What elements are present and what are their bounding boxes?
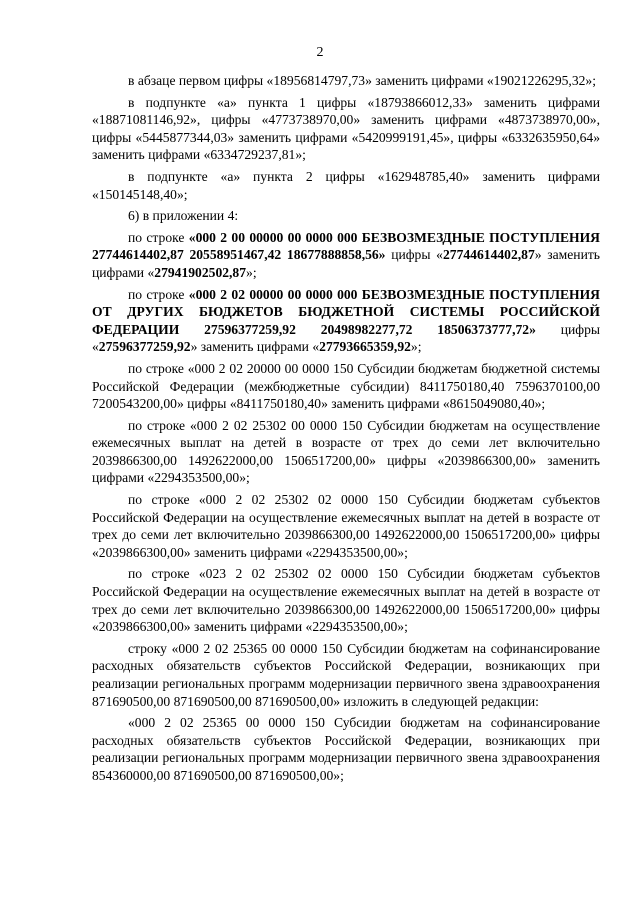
paragraph: [92, 417, 600, 487]
paragraph: [92, 72, 600, 90]
paragraph-text: »;: [410, 339, 422, 355]
paragraph: [92, 491, 600, 561]
paragraph: [92, 207, 600, 225]
paragraph-text: «000 2 02 25365 00 0000 150 Субсидии бюджетам на софинансирование расходных обязательств субъектов Российской Федерации, возникающих при реализации региональных программ модернизации первичного звена здравоохранения 854360000,00 871690500,00 871690500,00»;: [92, 715, 600, 783]
bold-text: 27793665359,92: [319, 339, 411, 355]
paragraph: [92, 168, 600, 203]
paragraph-text: в подпункте «а» пункта 2 цифры «162948785,40» заменить цифрами «150145148,40»;: [92, 168, 600, 202]
paragraph-text: по строке: [128, 229, 189, 245]
paragraph: [92, 94, 600, 164]
paragraph: [92, 714, 600, 784]
paragraph: [92, 286, 600, 356]
paragraph: [92, 640, 600, 710]
paragraph-text: в подпункте «а» пункта 1 цифры «18793866012,33» заменить цифрами «18871081146,92», цифры «4773738970,00» заменить цифрами «4873738970,00», цифры «5445877344,03» заменить цифрами «5420999191,45», цифры «6332635950,64» заменить цифрами «6334729237,81»;: [92, 94, 600, 163]
paragraph-text: по строке «000 2 02 20000 00 0000 150 Субсидии бюджетам бюджетной системы Российской Федерации (межбюджетные субсидии) 8411750180,40 7596370100,00 7200543200,00» цифры «8411750180,40» заменить цифрами «8615049080,40»;: [92, 360, 600, 412]
document-body: [92, 72, 600, 789]
paragraph-text: по строке «000 2 02 25302 00 0000 150 Субсидии бюджетам на осуществление ежемесячных выплат на детей в возрасте от трех до семи лет включительно 2039866300,00 1492622000,00 1506517200,00» цифры «2039866300,00» заменить цифрами «2294353500,00»;: [92, 417, 600, 486]
paragraph-text: строку «000 2 02 25365 00 0000 150 Субсидии бюджетам на софинансирование расходных обязательств субъектов Российской Федерации, возникающих при реализации региональных программ модернизации первичного звена здравоохранения 871690500,00 871690500,00 871690500,00» изложить в следующей редакции:: [92, 640, 600, 709]
paragraph-text: » заменить цифрами «: [190, 339, 320, 355]
paragraph: [92, 229, 600, 282]
paragraph-text: по строке: [128, 286, 189, 302]
bold-text: 27744614402,87: [442, 247, 535, 263]
bold-text: 27941902502,87: [154, 264, 247, 280]
paragraph-text: по строке «000 2 02 25302 02 0000 150 Субсидии бюджетам субъектов Российской Федерации на осуществление ежемесячных выплат на детей в возрасте от трех до семи лет включительно 2039866300,00 1492622000,00 1506517200,00» цифры «2039866300,00» заменить цифрами «2294353500,00»;: [92, 492, 600, 560]
paragraph-text: цифры «: [385, 247, 443, 263]
paragraph-text: по строке «023 2 02 25302 02 0000 150 Субсидии бюджетам субъектов Российской Федерации на осуществление ежемесячных выплат на детей в возрасте от трех до семи лет включительно 2039866300,00 1492622000,00 1506517200,00» цифры «2039866300,00» заменить цифрами «2294353500,00»;: [92, 566, 600, 635]
paragraph: [92, 565, 600, 635]
bold-text: 27596377259,92: [98, 339, 191, 355]
paragraph-text: » заменить цифрами «: [92, 247, 600, 280]
paragraph-text: в абзаце первом цифры «18956814797,73» заменить цифрами «19021226295,32»;: [128, 73, 597, 88]
bold-text: «000 2 00 00000 00 0000 000 БЕЗВОЗМЕЗДНЫЕ ПОСТУПЛЕНИЯ 27744614402,87 20558951467,42 18677888858,56»: [92, 229, 600, 263]
paragraph-text: цифры «: [92, 321, 601, 355]
bold-text: «000 2 02 00000 00 0000 000 БЕЗВОЗМЕЗДНЫЕ ПОСТУПЛЕНИЯ ОТ ДРУГИХ БЮДЖЕТОВ БЮДЖЕТНОЙ СИСТЕМЫ РОССИЙСКОЙ ФЕДЕРАЦИИ 27596377259,92 20498982277,72 18506373777,72»: [92, 286, 600, 337]
paragraph-text: 6) в приложении 4:: [128, 208, 239, 224]
page-number: 2: [316, 45, 324, 60]
paragraph: [92, 360, 600, 413]
paragraph-text: »;: [246, 264, 257, 280]
